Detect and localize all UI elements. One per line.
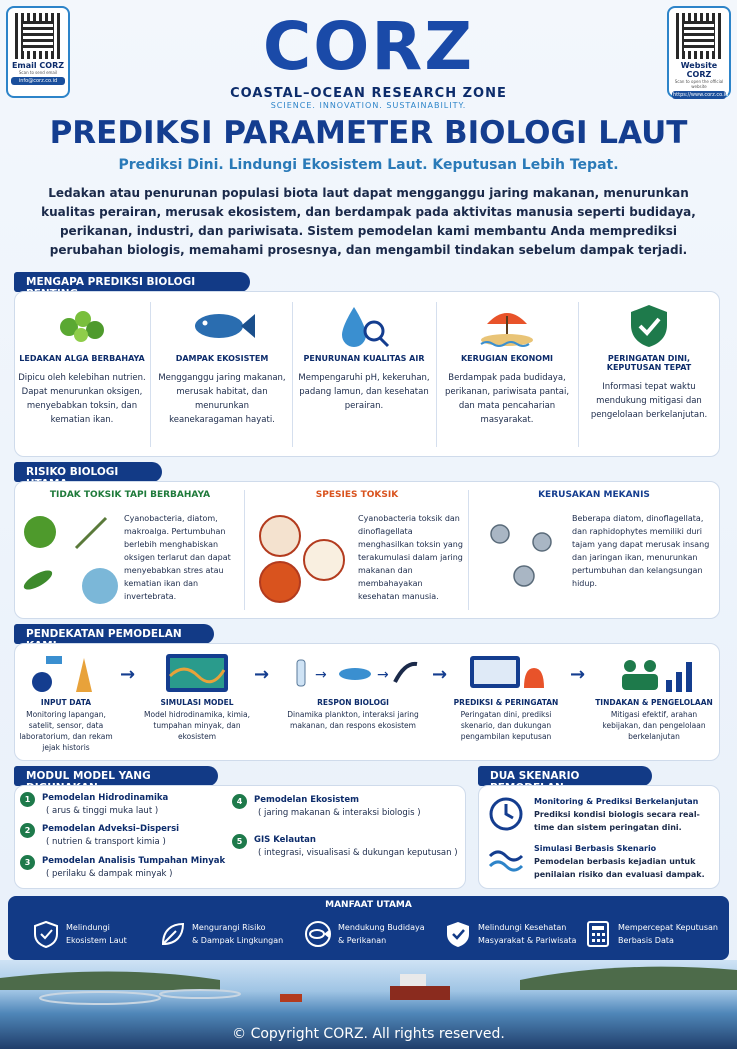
clock-icon [488,796,524,836]
divider [244,490,245,610]
qr-title: Website CORZ [680,61,718,79]
benefit-line: & Perikanan [338,936,387,945]
step-desc: Monitoring lapangan, satelit, sensor, data laboratorium, dan rekam jejak historis [19,710,113,752]
intro-paragraph: Ledakan atau penurunan populasi biota laut dapat mengganggu jaring makanan, menurunkan kualitas perairan, merusak ekosistem, dan berdampak pada aktivitas manusia seperti budidaya, perikanan, industri, dan pariwisata. Sistem pemodelan kami membantu Anda memprediksi perubahan biologis, memahami prosesnya, dan mengambil tindakan sebelum dampak terjadi. [41,186,696,257]
module-item [232,794,462,820]
approach-step [278,652,428,731]
module-title: GIS Kelautan [254,835,316,845]
module-desc: ( jaring makanan & interaksi biologis ) [258,808,421,818]
section-heading-approach: PENDEKATAN PEMODELAN [14,624,214,644]
qr-title: Email CORZ [11,61,65,70]
benefit-item [158,916,298,956]
benefit-line: & Dampak Lingkungan [192,936,284,945]
step-desc: Peringatan dini, prediksi skenario, dan dukungan pengambilan keputusan [460,710,552,741]
toxic-species-icon [256,512,352,608]
benefit-line: Melindungi [66,923,110,932]
algae-icon [18,302,146,350]
benefit-item [32,916,162,956]
module-number: 3 [20,855,35,870]
why-item-desc: Informasi tepat waktu mendukung mitigasi dan pengelolaan berkelanjutan. [590,382,708,420]
module-desc: ( perilaku & dampak minyak ) [46,869,173,879]
risk-desc: Cyanobacteria, diatom, makroalga. Pertumbuhan berlebih menghabiskan oksigen terlarut dan dapat menyebabkan stres atau kematian ikan dan invertebrata. [124,514,231,601]
benefit-line: Masyarakat & Pariwisata [478,936,577,945]
divider [150,302,151,447]
model-monitor-icon [144,652,250,698]
why-item [584,302,714,422]
email-qr-card[interactable] [6,6,70,98]
arrow-icon: → [432,664,448,685]
divider [292,302,293,447]
arrow-icon: → [120,664,136,685]
svg-text:→: → [377,667,389,683]
module-title: Pemodelan Ekosistem [254,795,359,805]
scenario-title: Simulasi Berbasis Skenario [534,844,657,853]
copyright: © Copyright CORZ. All rights reserved. [232,1026,505,1042]
why-item-title: PENURUNAN KUALITAS AIR [303,354,425,363]
module-number: 4 [232,794,247,809]
page-title: PREDIKSI PARAMETER BIOLOGI LAUT [49,115,688,151]
leaf-icon [158,920,186,948]
why-item [440,302,574,427]
website-qr-card[interactable] [667,6,731,98]
benefit-line: Melindungi Kesehatan [478,923,567,932]
risk-title: SPESIES TOKSIK [315,490,399,500]
qr-link[interactable]: https://www.corz.co.id [673,92,729,98]
step-desc: Mitigasi efektif, arahan kebijakan, dan pengelolaan berkelanjutan [602,710,706,741]
module-number: 2 [20,823,35,838]
benefit-item [304,916,444,956]
fish-icon [158,302,286,350]
benefit-line: Mengurangi Risiko [192,923,266,932]
divider [468,490,469,610]
benefits-heading: MANFAAT UTAMA [325,900,412,910]
why-item-desc: Mempengaruhi pH, kekeruhan, padang lamun, dan kesehatan perairan. [298,373,430,411]
approach-step [144,652,250,742]
benefit-line: Ekosistem Laut [66,936,127,945]
why-item-desc: Dipicu oleh kelebihan nutrien. Dapat menurunkan oksigen, menyebabkan toksin, dan kematian ikan. [18,373,146,425]
wave-icon [488,846,524,880]
why-item-desc: Mengganggu jaring makanan, merusak habitat, dan menurunkan keanekaragaman hayati. [158,373,286,425]
why-item-title: LEDAKAN ALGA BERBAHAYA [19,354,145,363]
module-item [232,834,462,860]
approach-step [18,652,114,753]
step-desc: Model hidrodinamika, kimia, tumpahan minyak, dan ekosistem [144,710,250,741]
section-heading-why: MENGAPA PREDIKSI BIOLOGI [14,272,250,292]
section-heading-modules: MODUL MODEL YANG [14,766,218,786]
divider [436,302,437,447]
step-title: TINDAKAN & PENGELOLAAN [595,698,713,707]
svg-text:→: → [315,667,327,683]
why-item [18,302,146,427]
page-subtitle: Prediksi Dini. Lindungi Ekosistem Laut. Keputusan Lebih Tepat. [118,157,619,173]
calculator-grid-icon [584,920,612,948]
step-title: RESPON BIOLOGI [317,698,389,707]
water-drop-magnifier-icon [298,302,430,350]
module-item [20,792,230,818]
corz-logo [196,8,541,110]
scenario-item [534,795,716,834]
module-title: Pemodelan Adveksi–Dispersi [42,824,180,834]
approach-step [594,652,714,742]
why-item-title: DAMPAK EKOSISTEM [175,354,269,363]
arrow-icon: → [570,664,586,685]
fish-net-icon [304,920,332,948]
step-title: SIMULASI MODEL [160,698,234,707]
logo-wordmark: CORZ [262,8,475,85]
module-number: 1 [20,792,35,807]
approach-step [452,652,560,742]
risk-title: KERUSAKAN MEKANIS [538,490,650,500]
shield-check-icon [32,920,60,948]
module-desc: ( integrasi, visualisasi & dukungan keputusan ) [258,848,458,858]
logo-tagline: SCIENCE. INNOVATION. SUSTAINABILITY. [270,101,467,110]
food-chain-icon [278,652,428,698]
scenario-desc: Prediksi kondisi biologis secara real-time dan sistem peringatan dini. [534,810,700,832]
qr-hint: Scan to send email [18,70,58,75]
divider [578,302,579,447]
benefit-line: Berbasis Data [618,936,674,945]
module-title: Pemodelan Analisis Tumpahan Minyak [42,856,226,866]
why-item [158,302,286,427]
why-item-title: PERINGATAN DINI, KEPUTUSAN TEPAT [606,354,692,372]
plankton-green-icon [20,508,120,612]
module-number: 5 [232,834,247,849]
module-title: Pemodelan Hidrodinamika [42,793,169,803]
beach-umbrella-icon [440,302,574,350]
logo-fullname: COASTAL–OCEAN RESEARCH ZONE [230,86,507,101]
qr-link[interactable]: info@corz.co.id [11,77,65,85]
why-item-desc: Berdampak pada budidaya, perikanan, pariwisata pantai, dan mata pencaharian masyarakat. [444,373,570,425]
arrow-icon: → [254,664,270,685]
module-item [20,855,240,881]
module-desc: ( arus & tinggi muka laut ) [46,806,159,816]
why-item [298,302,430,413]
step-desc: Dinamika plankton, interaksi jaring makanan, dan respons ekosistem [287,710,419,730]
management-growth-icon [594,652,714,698]
section-heading-risk: RISIKO BIOLOGI [14,462,162,482]
section-heading-scenarios: DUA SKENARIO [478,766,652,786]
benefit-item [444,916,594,956]
module-desc: ( nutrien & transport kimia ) [46,837,166,847]
step-title: PREDIKSI & PERINGATAN [453,698,559,707]
module-item [20,823,230,849]
spiky-diatom-icon [478,512,568,600]
benefit-line: Mendukung Budidaya [338,923,425,932]
risk-desc: Cyanobacteria toksik dan dinoflagellata menghasilkan toksin yang terakumulasi dalam jaring makanan dan membahayakan kesehatan manusia. [358,514,463,601]
scenario-title: Monitoring & Prediksi Berkelanjutan [534,797,699,806]
benefit-item [584,916,726,956]
qr-code-icon [15,13,61,59]
satellite-antenna-icon [18,652,114,698]
qr-hint: Scan to open the official website [674,79,724,89]
benefit-line: Mempercepat Keputusan [618,923,718,932]
monitor-alarm-icon [452,652,560,698]
benefits-bar [8,896,729,960]
shield-check-icon [584,302,714,350]
scenario-item [534,842,716,881]
risk-title: TIDAK TOKSIK TAPI BERBAHAYA [49,490,211,500]
risk-desc: Beberapa diatom, dinoflagellata, dan raphidophytes memiliki duri tajam yang dapat merusak insang dan jaringan ikan, menurunkan pertumbuhan dan kelangsungan hidup. [572,514,710,588]
shield-check-icon [444,920,472,948]
step-title: INPUT DATA [40,698,92,707]
scenario-desc: Pemodelan berbasis kejadian untuk penilaian risiko dan evaluasi dampak. [534,857,705,879]
qr-code-icon [676,13,722,59]
why-item-title: KERUGIAN EKONOMI [460,354,554,363]
